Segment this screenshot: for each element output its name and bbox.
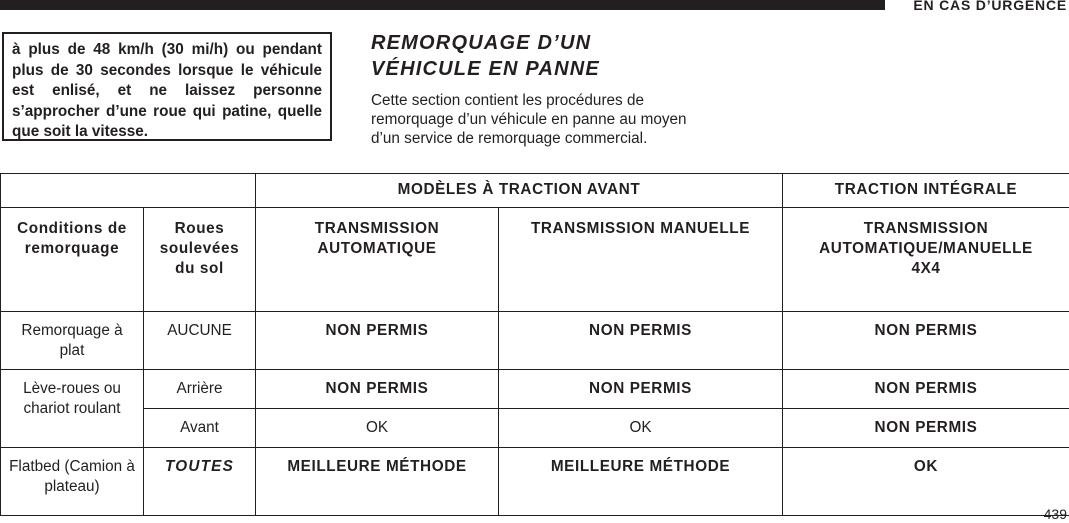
table-row xyxy=(1,409,1069,448)
towing-table xyxy=(0,173,1069,516)
row-auto: NON PERMIS xyxy=(256,370,499,409)
row-condition: Lève-roues ou chariot roulant xyxy=(1,370,144,448)
running-header: EN CAS D’URGENCE xyxy=(913,0,1067,13)
table-row xyxy=(1,312,1069,370)
header-bar xyxy=(0,0,885,10)
row-auto: OK xyxy=(256,409,499,448)
row-wheels: Avant xyxy=(144,409,256,448)
warning-box xyxy=(2,32,332,141)
group-header-fwd: MODÈLES À TRACTION AVANT xyxy=(256,174,783,208)
row-awd: NON PERMIS xyxy=(783,409,1069,448)
col-header-conditions: Conditions de remorquage xyxy=(1,208,144,312)
row-awd: NON PERMIS xyxy=(783,312,1069,370)
row-wheels: Arrière xyxy=(144,370,256,409)
table-row xyxy=(1,370,1069,409)
col-header-manual: TRANSMISSION MANUELLE xyxy=(499,208,783,312)
row-wheels: TOUTES xyxy=(144,448,256,516)
table-header-row xyxy=(1,208,1069,312)
table-blank-cell xyxy=(1,174,256,208)
table-group-header-row xyxy=(1,174,1069,208)
row-wheels: AUCUNE xyxy=(144,312,256,370)
row-condition: Flatbed (Camion à plateau) xyxy=(1,448,144,516)
row-condition: Remorquage à plat xyxy=(1,312,144,370)
section-title xyxy=(371,30,707,82)
page-number: 439 xyxy=(1043,506,1067,522)
warning-text: à plus de 48 km/h (30 mi/h) ou pendant plus de 30 secondes lorsque le véhicule est enlisé, et ne laissez personne s’approcher d’une roue qui patine, quelle que soit la vitesse. xyxy=(12,41,322,140)
section-towing xyxy=(371,30,707,148)
row-manual: NON PERMIS xyxy=(499,370,783,409)
col-header-wheels: Roues soulevées du sol xyxy=(144,208,256,312)
section-body: Cette section contient les procédures de remorquage d’un véhicule en panne au moyen d’un service de remorquage commercial. xyxy=(371,92,687,147)
row-auto: MEILLEURE MÉTHODE xyxy=(256,448,499,516)
col-header-awd: TRANSMISSION AUTOMATIQUE/MANUELLE 4X4 xyxy=(783,208,1069,312)
row-manual: OK xyxy=(499,409,783,448)
section-title-line2: VÉHICULE EN PANNE xyxy=(371,58,600,80)
row-manual: NON PERMIS xyxy=(499,312,783,370)
row-awd: OK xyxy=(783,448,1069,516)
row-manual: MEILLEURE MÉTHODE xyxy=(499,448,783,516)
group-header-awd: TRACTION INTÉGRALE xyxy=(783,174,1069,208)
row-auto: NON PERMIS xyxy=(256,312,499,370)
col-header-auto: TRANSMISSION AUTOMATIQUE xyxy=(256,208,499,312)
row-awd: NON PERMIS xyxy=(783,370,1069,409)
table-row xyxy=(1,448,1069,516)
section-title-line1: REMORQUAGE D’UN xyxy=(371,32,592,54)
